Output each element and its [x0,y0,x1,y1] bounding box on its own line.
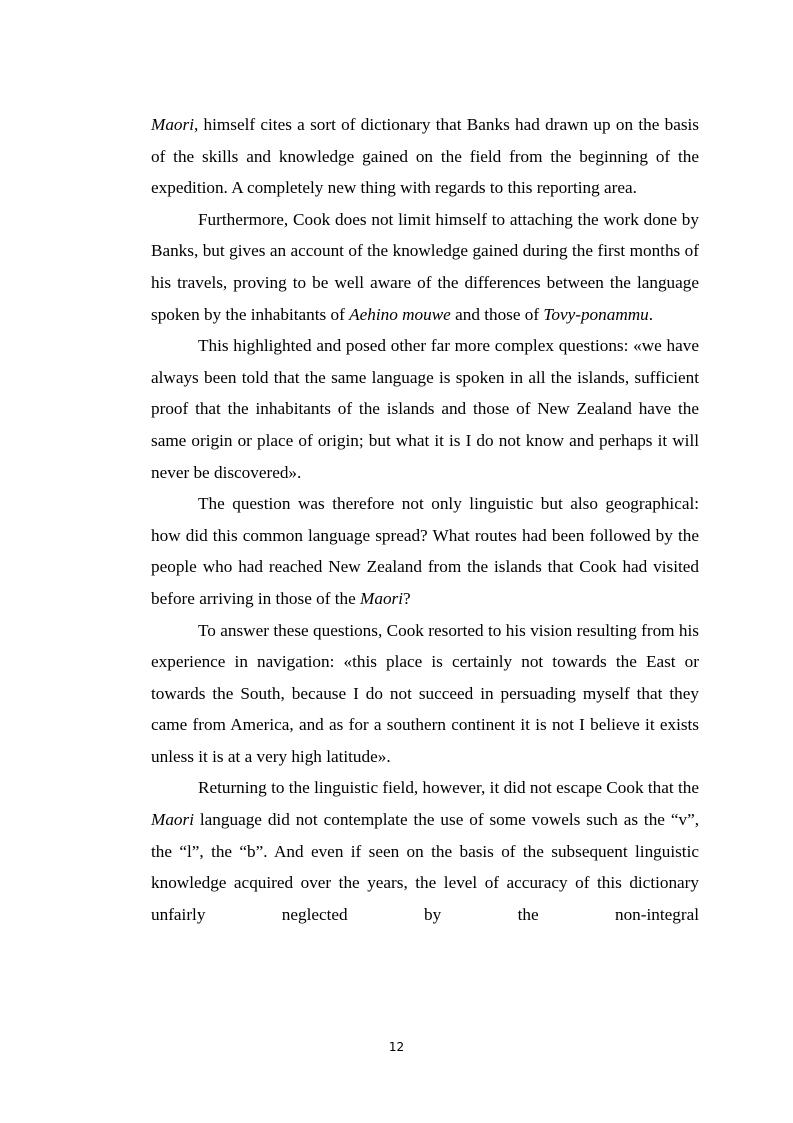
text-run: ? [403,588,411,608]
text-run: Furthermore, Cook does not limit himself to attaching the work done by Banks, but gives an account of the knowledge gained during the first months of his travels, proving to be well aware of the differences between the language spoken by the inhabitants of [151,209,699,324]
italic-text: Tovy-ponammu [543,304,649,324]
paragraph [151,330,699,488]
paragraph [151,488,699,614]
italic-text: Maori [151,810,194,830]
italic-text: Maori [360,588,404,608]
text-run: Returning to the linguistic field, however, it did not escape Cook that the [198,778,699,798]
text-run: and those of [450,304,544,324]
text-run: language did not contemplate the use of some vowels such as the “v”, the “l”, the “b”. And even if seen on the basis of the subsequent linguistic knowledge acquired over the years, the level of accuracy of this dictionary unfairly neglected by the non-integral [151,810,699,924]
paragraph [151,109,699,204]
paragraph [151,772,699,930]
text-run: This highlighted and posed other far more complex questions: «we have always been told that the same language is spoken in all the islands, sufficient proof that the inhabitants of the islands and those of New Zealand have the same origin or place of origin; but what it is I do not know and perhaps it will never be discovered». [151,336,699,482]
paragraph [151,615,699,773]
text-run: To answer these questions, Cook resorted to his vision resulting from his experience in navigation: «this place is certainly not towards the East or towards the South, because I do not succeed in persuading myself that they came from America, and as for a southern continent it is not I believe it exists unless it is at a very high latitude». [151,620,699,766]
text-run: . [648,304,654,324]
italic-text: Maori [151,115,194,134]
text-run: The question was therefore not only linguistic but also geographical: how did this common language spread? What routes had been followed by the people who had reached New Zealand from the islands that Cook had visited before arriving in those of the [151,494,699,608]
text-run: , himself cites a sort of dictionary that Banks had drawn up on the basis of the skills and knowledge gained on the field from the beginning of the expedition. A completely new thing with regards to this reporting area. [151,115,699,198]
paragraph [151,204,699,330]
page-number: 12 [388,1040,405,1054]
italic-text: Aehino mouwe [349,304,451,324]
body-text [151,109,699,930]
